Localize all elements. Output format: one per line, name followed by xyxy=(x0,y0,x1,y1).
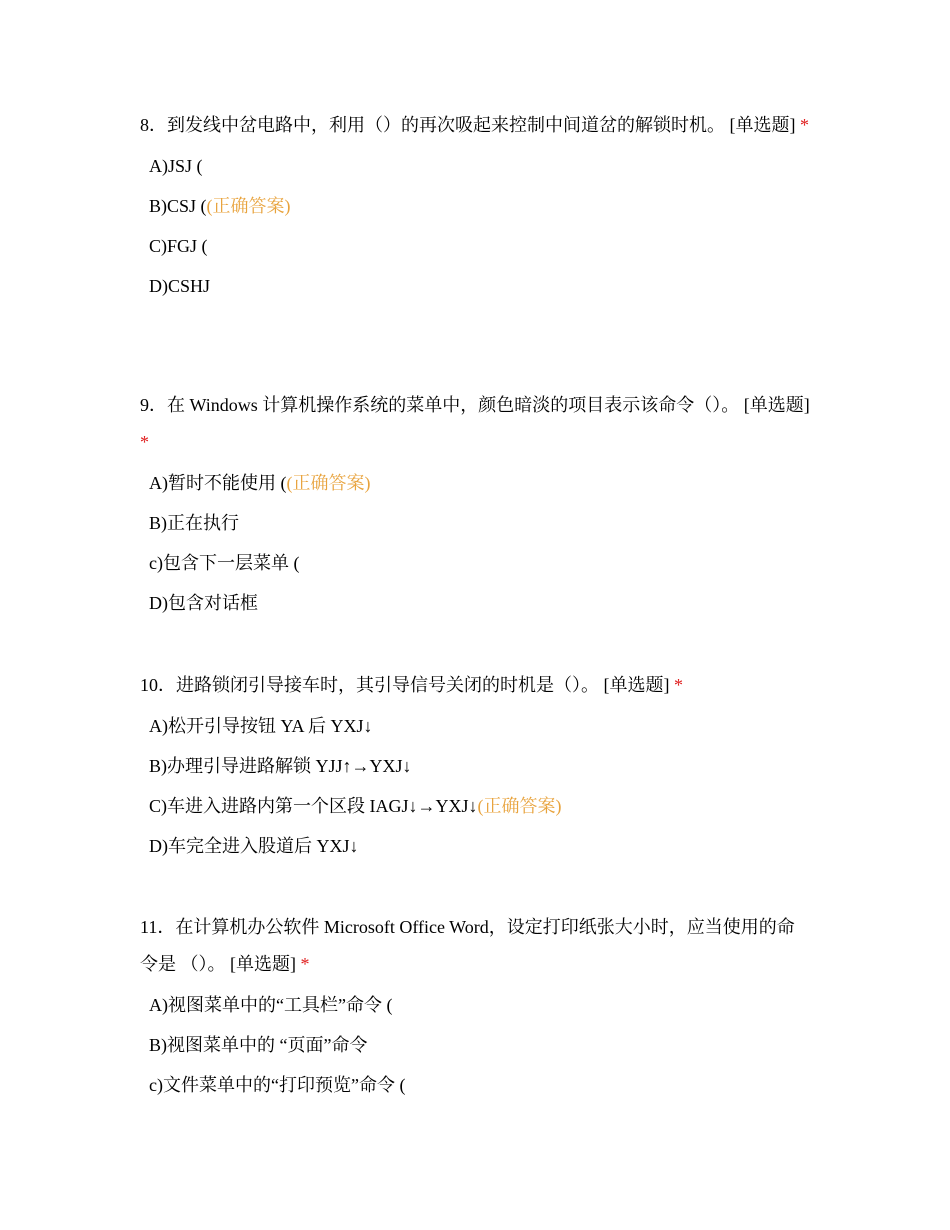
question-9 xyxy=(140,387,810,629)
option-b: B)视图菜单中的 “页面”命令 xyxy=(149,1035,368,1055)
question-text: 11．在计算机办公软件 Microsoft Office Word，设定打印纸张大小时，应当使用的命令是 （）。 [单选题] * xyxy=(140,917,795,974)
correct-answer-tag: (正确答案) xyxy=(206,196,291,216)
option-c: C)FGJ ( xyxy=(149,236,208,256)
question-number: 10． xyxy=(140,675,176,695)
option-b: B)办理引导进路解锁 YJJ↑→YXJ↓ xyxy=(149,756,412,776)
question-type: [单选题] xyxy=(230,954,296,974)
correct-answer-tag: (正确答案) xyxy=(286,473,371,493)
required-mark: * xyxy=(674,675,683,695)
option-list xyxy=(140,469,810,629)
question-number: 8． xyxy=(140,115,167,135)
option-d: D)包含对话框 xyxy=(149,593,258,613)
question-number: 11． xyxy=(140,917,176,937)
required-mark: * xyxy=(140,432,149,452)
question-type: [单选题] xyxy=(743,395,810,415)
question-type: [单选题] xyxy=(603,675,670,695)
option-list xyxy=(140,712,810,872)
option-b: B)正在执行 xyxy=(149,513,239,533)
required-mark: * xyxy=(300,954,310,974)
question-type: [单选题] xyxy=(729,115,796,135)
option-a: A)暂时不能使用 ((正确答案) xyxy=(149,473,371,493)
option-d: D)CSHJ xyxy=(149,276,211,296)
option-b: B)CSJ ((正确答案) xyxy=(149,196,291,216)
option-c: c)包含下一层菜单 ( xyxy=(149,553,300,573)
option-c: c)文件菜单中的“打印预览”命令 ( xyxy=(149,1075,406,1095)
correct-answer-tag: (正确答案) xyxy=(477,796,562,816)
required-mark: * xyxy=(800,115,809,135)
question-text: 10．进路锁闭引导接车时，其引导信号关闭的时机是（）。 [单选题] * xyxy=(140,675,683,695)
option-list xyxy=(140,152,810,312)
option-a: A)松开引导按钮 YA 后 YXJ↓ xyxy=(149,716,373,736)
question-text: 9．在 Windows 计算机操作系统的菜单中，颜色暗淡的项目表示该命令（）。 [单选题] * xyxy=(140,395,810,452)
question-number: 9． xyxy=(140,395,167,415)
question-text: 8．到发线中岔电路中，利用（）的再次吸起来控制中间道岔的解锁时机。 [单选题] * xyxy=(140,115,809,135)
option-c: C)车进入进路内第一个区段 IAGJ↓→YXJ↓(正确答案) xyxy=(149,796,562,816)
option-a: A)视图菜单中的“工具栏”命令 ( xyxy=(149,995,393,1015)
question-8 xyxy=(140,107,810,312)
option-a: A)JSJ ( xyxy=(149,156,203,176)
question-10 xyxy=(140,667,810,872)
option-list xyxy=(140,991,810,1111)
option-d: D)车完全进入股道后 YXJ↓ xyxy=(149,836,359,856)
question-11 xyxy=(140,909,810,1111)
